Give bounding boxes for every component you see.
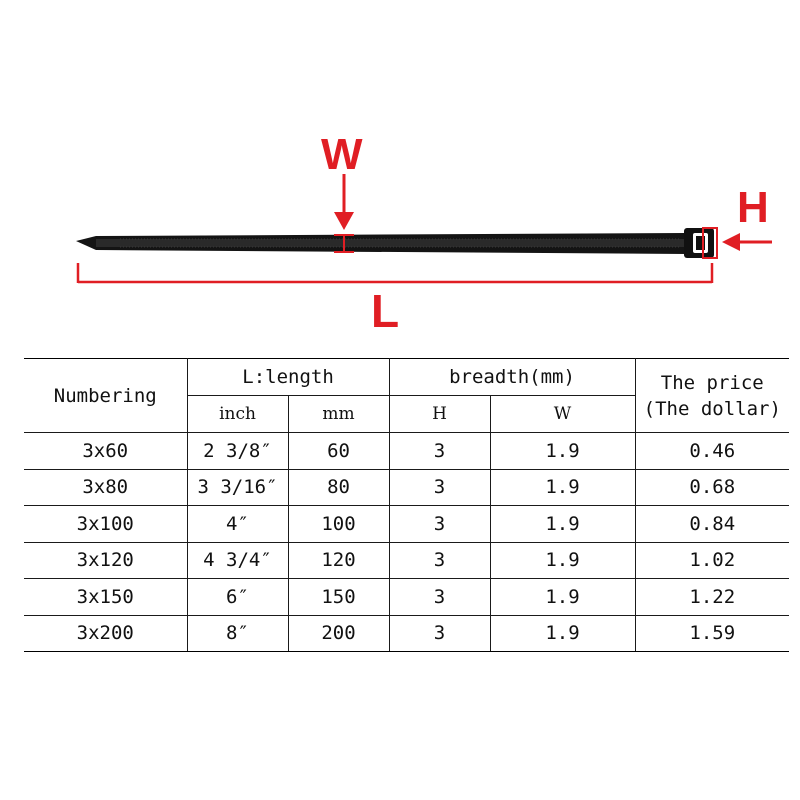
table-row [24,506,789,543]
cell-inch: 3 3/16″ [187,469,288,506]
cell-mm: 60 [288,433,389,470]
table-row [24,579,789,616]
spec-table [24,358,789,652]
cell-h: 3 [389,469,490,506]
table-row [24,615,789,652]
width-label: W [321,130,363,179]
cell-inch: 4 3/4″ [187,542,288,579]
header-length-group: L:length [187,359,389,396]
header-breadth-group: breadth(mm) [389,359,635,396]
header-inch: inch [187,396,288,433]
cable-tie-illustration [0,0,800,345]
header-mm: mm [288,396,389,433]
cell-price: 1.02 [635,542,789,579]
cell-mm: 200 [288,615,389,652]
cell-w: 1.9 [490,506,635,543]
table-row [24,542,789,579]
cell-numbering: 3x80 [24,469,187,506]
cell-inch: 4″ [187,506,288,543]
table-row [24,433,789,470]
cell-price: 0.46 [635,433,789,470]
cell-inch: 8″ [187,615,288,652]
cell-numbering: 3x100 [24,506,187,543]
cell-price: 0.68 [635,469,789,506]
header-price-line2: (The dollar) [643,397,781,420]
cable-tie-image [76,228,714,258]
cell-h: 3 [389,433,490,470]
cell-inch: 6″ [187,579,288,616]
cable-tie-diagram [0,0,800,345]
cell-h: 3 [389,506,490,543]
header-price-line1: The price [660,371,764,394]
cell-mm: 100 [288,506,389,543]
cell-price: 0.84 [635,506,789,543]
cell-h: 3 [389,542,490,579]
cell-w: 1.9 [490,542,635,579]
table-row [24,469,789,506]
cell-mm: 80 [288,469,389,506]
cell-mm: 150 [288,579,389,616]
length-label: L [371,285,400,337]
header-h: H [389,396,490,433]
cell-inch: 2 3/8″ [187,433,288,470]
cell-price: 1.22 [635,579,789,616]
cell-w: 1.9 [490,433,635,470]
cell-numbering: 3x200 [24,615,187,652]
cell-h: 3 [389,615,490,652]
cell-h: 3 [389,579,490,616]
height-label: H [737,183,769,232]
cell-mm: 120 [288,542,389,579]
cell-numbering: 3x60 [24,433,187,470]
header-row-1 [24,359,789,396]
header-price [635,359,789,433]
cell-numbering: 3x150 [24,579,187,616]
cell-price: 1.59 [635,615,789,652]
cell-w: 1.9 [490,615,635,652]
cell-w: 1.9 [490,469,635,506]
length-indicator [78,263,712,283]
header-w: W [490,396,635,433]
cell-w: 1.9 [490,579,635,616]
header-numbering: Numbering [24,359,187,433]
cell-numbering: 3x120 [24,542,187,579]
